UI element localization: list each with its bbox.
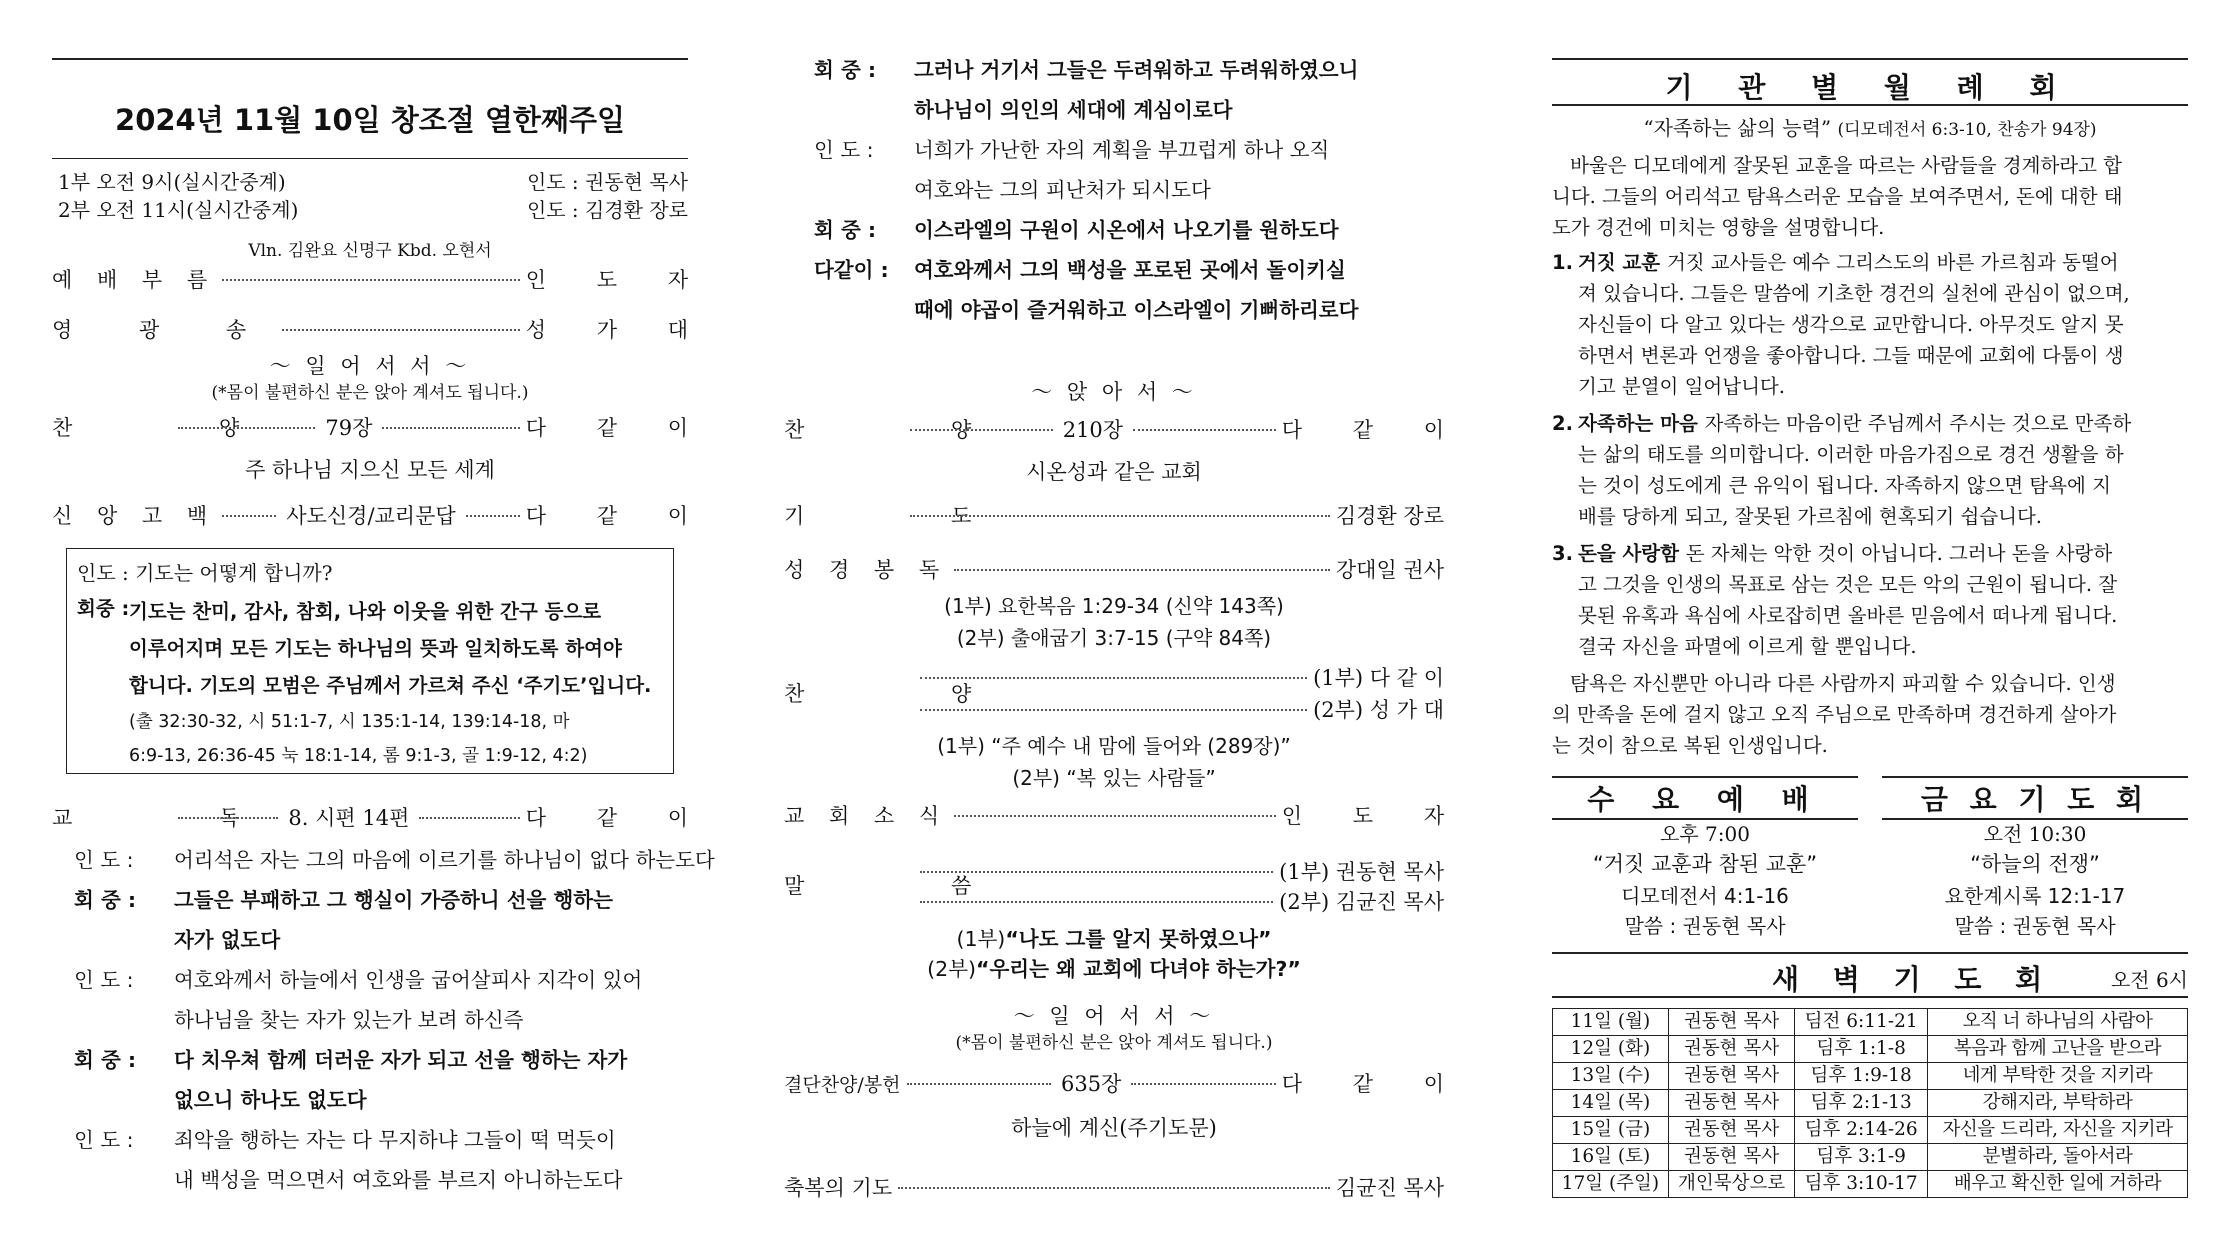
monthly-point: 2. 자족하는 마음 자족하는 마음이란 주님께서 주시는 것으로 만족하 는 삶의 태도를 의미합니다. 이러한 마음가짐으로 경건 생활을 하 는 것이 성도에게 큰 유익이 됩니다. 자족하지 않으면 탐욕에 지 배를 당하게 되고, 잘못된 가르침에 현혹되기 쉽습니다. <box>1552 408 2188 532</box>
order-blessing: 축복의 기도 김균진 목사 <box>784 1176 1444 1200</box>
scripture-2: (2부) 출애굽기 3:7-15 (구약 84쪽) <box>956 626 1272 650</box>
point-number: 3. <box>1552 542 1573 565</box>
dawn-row <box>1553 1063 2188 1090</box>
catechism-answer-who: 회중 : <box>77 597 130 620</box>
sermon-1: (1부) 권동현 목사 <box>914 856 1444 886</box>
order-news: 교 회 소 식 인 도 자 <box>784 804 1466 828</box>
stand-up-2: 〜 일 어 서 서 〜 <box>1013 1004 1215 1028</box>
dawn-row <box>1553 1117 2188 1144</box>
dawn-date: 16일 (토) <box>1553 1144 1669 1171</box>
order-hymn: 찬 양 79장 다 같 이 <box>52 416 711 440</box>
dawn-passage: 딤후 1:9-18 <box>1795 1063 1928 1090</box>
response-line: 그러나 거기서 그들은 두려워하고 두려워하였으니 <box>914 58 1359 82</box>
hymn-title: 주 하나님 지으신 모든 세계 <box>245 458 495 482</box>
order-praise: 영 광 송 성 가 대 <box>52 318 710 342</box>
order-reading: 교 독 8. 시편 14편 다 같 이 <box>52 806 710 830</box>
fri-prayer <box>1882 776 2188 938</box>
dawn-theme: 오직 너 하나님의 사람아 <box>1927 1009 2187 1036</box>
title-rule <box>52 158 688 159</box>
catechism-question: 인도 : 기도는 어떻게 합니까? <box>77 561 333 585</box>
anthem-2: (2부) 성 가 대 <box>914 694 1444 724</box>
response-line: 하나님을 찾는 자가 있는가 보려 하신즉 <box>174 1008 524 1032</box>
response-speaker: 인 도 : <box>814 138 874 162</box>
dawn-date: 12일 (화) <box>1553 1036 1669 1063</box>
wed-time: 오후 7:00 <box>1660 822 1750 846</box>
order-scripture: 성 경 봉 독 강대일 권사 <box>784 558 1444 582</box>
response-line: 다 치우쳐 함께 더러운 자가 되고 선을 행하는 자가 <box>174 1048 628 1072</box>
catechism-box <box>66 548 674 774</box>
wed-preacher: 말씀 : 권동현 목사 <box>1624 914 1786 938</box>
order-offering: 결단찬양/봉헌 635장 다 같 이 <box>784 1072 1466 1096</box>
sermon-title-1: (1부)“나도 그를 알지 못하였으나” <box>956 927 1272 951</box>
dawn-row <box>1553 1144 2188 1171</box>
point-number: 2. <box>1552 412 1573 435</box>
sermon-title-2: (2부)“우리는 왜 교회에 다녀야 하는가?” <box>927 957 1301 981</box>
dawn-leader: 권동현 목사 <box>1668 1144 1794 1171</box>
order-call: 예 배 부 름 인 도 자 <box>52 268 710 292</box>
sermon-2: (2부) 김균진 목사 <box>914 886 1444 916</box>
dawn-passage: 딤후 2:14-26 <box>1795 1117 1928 1144</box>
point-title: 거짓 교훈 <box>1578 251 1667 274</box>
wed-service <box>1552 776 1858 938</box>
monthly-rule-bottom <box>1552 104 2188 106</box>
monthly-meeting-heading: 기 관 별 월 례 회 <box>1665 71 2075 104</box>
sermon-label: 말 씀 <box>784 874 1042 898</box>
dawn-leader: 권동현 목사 <box>1668 1063 1794 1090</box>
wed-text: 디모데전서 4:1-16 <box>1621 884 1789 908</box>
column-3 <box>1552 0 2188 1234</box>
dawn-theme: 복음과 함께 고난을 받으라 <box>1927 1036 2187 1063</box>
point-title: 돈을 사랑함 <box>1578 542 1686 565</box>
response-line: 자가 없도다 <box>174 928 281 952</box>
service1-leader: 인도 : 권동현 목사 <box>526 170 688 194</box>
dawn-date: 13일 (수) <box>1553 1063 1669 1090</box>
scripture-1: (1부) 요한복음 1:29-34 (신약 143쪽) <box>944 594 1284 618</box>
dawn-leader: 개인묵상으로 <box>1668 1171 1794 1198</box>
dawn-theme: 자신을 드리라, 자신을 지키라 <box>1927 1117 2187 1144</box>
response-line: 어리석은 자는 그의 마음에 이르기를 하나님이 없다 하는도다 <box>174 848 715 872</box>
dawn-passage: 딤후 2:1-13 <box>1795 1090 1928 1117</box>
dawn-date: 15일 (금) <box>1553 1117 1669 1144</box>
hymn-title-2: 시온성과 같은 교회 <box>1026 460 1202 484</box>
response-speaker: 회 중 : <box>814 58 877 82</box>
dawn-date: 17일 (주일) <box>1553 1171 1669 1198</box>
order-prayer: 기 도 김경환 장로 <box>784 504 1444 528</box>
dawn-theme: 분별하라, 돌아서라 <box>1927 1144 2187 1171</box>
order-hymn-2: 찬 양 210장 다 같 이 <box>784 418 1466 442</box>
order-creed: 신 앙 고 백 사도신경/교리문답 다 같 이 <box>52 504 711 528</box>
response-line: 죄악을 행하는 자는 다 무지하냐 그들이 떡 먹듯이 <box>174 1128 616 1152</box>
response-line: 그들은 부패하고 그 행실이 가증하니 선을 행하는 <box>174 888 613 912</box>
stand-note-1: (*몸이 불편하신 분은 앉아 계셔도 됩니다.) <box>211 383 529 403</box>
dawn-passage: 딤전 6:11-21 <box>1795 1009 1928 1036</box>
monthly-point: 3. 돈을 사랑함 돈 자체는 악한 것이 아닙니다. 그러나 돈을 사랑하 고 그것을 인생의 목표로 삼는 것은 모든 악의 근원이 됩니다. 잘 못된 유혹과 욕심에 사로잡히면 올바른 믿음에서 떠나게 됩니다. 결국 자신을 파멸에 이르게 할 뿐입니다. <box>1552 538 2188 662</box>
catechism-answer: 기도는 찬미, 감사, 참회, 나와 이웃을 위한 간구 등으로 이루어지며 모든 기도는 하나님의 뜻과 일치하도록 하여야 합니다. 기도의 모범은 주님께서 가르쳐 주신 ‘주기도’입니다. <box>129 600 652 697</box>
response-speaker: 회 중 : <box>814 218 877 242</box>
top-rule <box>52 58 688 60</box>
response-speaker: 회 중 : <box>74 888 137 912</box>
dawn-title: 새 벽 기 도 회 <box>1772 963 2055 996</box>
dawn-leader: 권동현 목사 <box>1668 1090 1794 1117</box>
response-line: 하나님이 의인의 세대에 계심이로다 <box>914 98 1233 122</box>
column-1 <box>52 0 715 1234</box>
monthly-closing: 탐욕은 자신뿐만 아니라 다른 사람까지 파괴할 수 있습니다. 인생 의 만족을 돈에 걸지 않고 오직 주님으로 만족하며 경건하게 살아가 는 것이 참으로 복된 인생입니다. <box>1552 672 2117 757</box>
dawn-row <box>1553 1090 2188 1117</box>
response-speaker: 인 도 : <box>74 1128 134 1152</box>
anthem-1: (1부) 다 같 이 <box>914 662 1444 692</box>
dawn-time: 오전 6시 <box>2110 968 2188 992</box>
response-speaker: 인 도 : <box>74 848 134 872</box>
dawn-theme: 배우고 확신한 일에 거하라 <box>1927 1171 2187 1198</box>
response-speaker: 인 도 : <box>74 968 134 992</box>
dawn-row <box>1553 1009 2188 1036</box>
anthem-title-1: (1부) “주 예수 내 맘에 들어와 (289장)” <box>937 734 1291 758</box>
dawn-schedule-table <box>1552 1008 2188 1198</box>
offering-title: 하늘에 계신(주기도문) <box>1011 1116 1217 1140</box>
dawn-theme: 네게 부탁한 것을 지키라 <box>1927 1063 2187 1090</box>
fri-title: 금 요 기 도 회 <box>1920 783 2150 816</box>
point-title: 자족하는 마음 <box>1578 412 1705 435</box>
anthem-title-2: (2부) “복 있는 사람들” <box>1012 766 1216 790</box>
fri-text: 요한계시록 12:1-17 <box>1944 884 2126 908</box>
dawn-date: 14일 (목) <box>1553 1090 1669 1117</box>
response-speaker: 회 중 : <box>74 1048 137 1072</box>
response-line: 때에 야곱이 즐거워하고 이스라엘이 기뻐하리로다 <box>914 298 1359 322</box>
wed-sermon: “거짓 교훈과 참된 교훈” <box>1592 852 1818 876</box>
response-line: 내 백성을 먹으면서 여호와를 부르지 아니하는도다 <box>174 1168 623 1192</box>
dawn-leader: 권동현 목사 <box>1668 1036 1794 1063</box>
service2-leader: 인도 : 김경환 장로 <box>526 198 688 222</box>
dawn-theme: 강해지라, 부탁하라 <box>1927 1090 2187 1117</box>
service2: 2부 오전 11시(실시간중계) <box>58 198 299 222</box>
response-speaker: 다같이 : <box>814 258 889 282</box>
dawn-rule-bottom <box>1552 996 2188 998</box>
dawn-passage: 딤후 3:10-17 <box>1795 1171 1928 1198</box>
catechism-references: (출 32:30-32, 시 51:1-7, 시 135:1-14, 139:14-18, 마 6:9-13, 26:36-45 눅 18:1-14, 롬 9:1-3, 골 1:9-12, 4:2) <box>129 712 588 766</box>
response-line: 여호와는 그의 피난처가 되시도다 <box>914 178 1211 202</box>
monthly-subtitle: “자족하는 삶의 능력” (디모데전서 6:3-10, 찬송가 94장) <box>1643 116 2097 140</box>
monthly-intro: 바울은 디모데에게 잘못된 교훈을 따르는 사람들을 경계하라고 합 니다. 그들의 어리석고 탐욕스러운 모습을 보여주면서, 돈에 대한 태 도가 경건에 미치는 영향을 설명합니다. <box>1552 154 2123 239</box>
page-title: 2024년 11월 10일 창조절 열한째주일 <box>115 103 625 137</box>
dawn-passage: 딤후 1:1-8 <box>1795 1036 1928 1063</box>
dawn-row <box>1553 1171 2188 1198</box>
response-line: 없으니 하나도 없도다 <box>174 1088 367 1112</box>
monthly-body <box>1552 150 2188 765</box>
fri-preacher: 말씀 : 권동현 목사 <box>1954 914 2116 938</box>
response-line: 여호와께서 하늘에서 인생을 굽어살피사 지각이 있어 <box>174 968 643 992</box>
fri-time: 오전 10:30 <box>1983 822 2087 846</box>
monthly-rule-top <box>1552 58 2188 60</box>
point-number: 1. <box>1552 251 1573 274</box>
service1: 1부 오전 9시(실시간중계) <box>58 170 286 194</box>
wed-title: 수 요 예 배 <box>1587 783 1823 816</box>
stand-note-2: (*몸이 불편하신 분은 앉아 계셔도 됩니다.) <box>955 1033 1273 1053</box>
musicians: Vln. 김완요 신명구 Kbd. 오현서 <box>248 241 492 261</box>
sit-down: 〜 앉 아 서 〜 <box>1031 380 1197 404</box>
stand-up-1: 〜 일 어 서 서 〜 <box>269 354 471 378</box>
dawn-leader: 권동현 목사 <box>1668 1009 1794 1036</box>
dawn-row <box>1553 1036 2188 1063</box>
anthem-label: 찬 양 <box>784 682 1042 706</box>
response-line: 이스라엘의 구원이 시온에서 나오기를 원하도다 <box>914 218 1339 242</box>
monthly-point: 1. 거짓 교훈 거짓 교사들은 예수 그리스도의 바른 가르침과 동떨어 져 있습니다. 그들은 말씀에 기초한 경건의 실천에 관심이 없으며, 자신들이 다 알고 있다는 생각으로 교만합니다. 아무것도 알지 못 하면서 변론과 언쟁을 좋아합니다. 그들 때문에 교회에 다툼이 생 기고 분열이 일어납니다. <box>1552 247 2188 402</box>
column-2 <box>784 0 1466 1234</box>
dawn-rule-top <box>1552 952 2188 954</box>
fri-sermon: “하늘의 전쟁” <box>1970 852 2100 876</box>
dawn-passage: 딤후 3:1-9 <box>1795 1144 1928 1171</box>
response-line: 여호와께서 그의 백성을 포로된 곳에서 돌이키실 <box>914 258 1346 282</box>
response-line: 너희가 가난한 자의 계획을 부끄럽게 하나 오직 <box>914 138 1330 162</box>
dawn-date: 11일 (월) <box>1553 1009 1669 1036</box>
dawn-leader: 권동현 목사 <box>1668 1117 1794 1144</box>
